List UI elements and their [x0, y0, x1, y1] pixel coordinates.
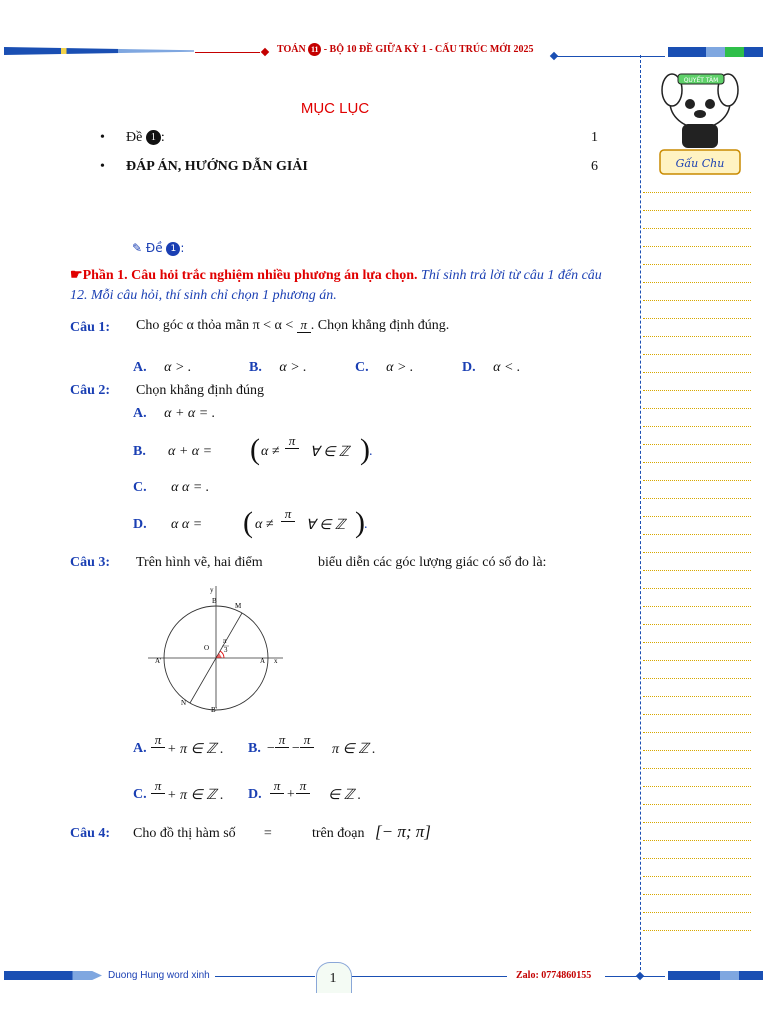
option-c[interactable]: C. α α = .: [133, 480, 210, 495]
question-3: [70, 555, 610, 571]
option-d[interactable]: D. α < .: [462, 360, 521, 375]
note-dotted-line: [643, 354, 751, 355]
note-dotted-line: [643, 228, 751, 229]
footer-line-mid: [352, 976, 507, 977]
question-4: [70, 824, 610, 848]
label-m: M: [235, 602, 242, 610]
header-subject: TOÁN: [277, 43, 306, 55]
note-dotted-line: [643, 264, 751, 265]
option-a[interactable]: A. α + α = .: [133, 406, 216, 421]
fraction: π: [285, 434, 299, 463]
note-dotted-line: [643, 570, 751, 571]
angle-marker: [216, 653, 222, 658]
question-text: Cho góc α thỏa mãn π < α <: [136, 318, 294, 334]
fraction: π: [270, 779, 284, 808]
section-de-heading: ✎ Đề 1 :: [132, 241, 185, 255]
header-stripe-left: [4, 47, 194, 55]
mascot-label: Gấu Chu: [675, 157, 725, 170]
note-dotted-line: [643, 624, 751, 625]
bullet-icon: •: [100, 130, 105, 145]
footer-contact: Zalo: 0774860155: [516, 970, 592, 981]
option-a[interactable]: A. π + π ∈ ℤ .: [133, 733, 243, 767]
note-dotted-line: [643, 876, 751, 877]
note-dotted-line: [643, 246, 751, 247]
note-dotted-line: [643, 750, 751, 751]
edit-note-icon: ✎: [132, 241, 143, 255]
page-number: 1: [329, 971, 337, 986]
question-label: Câu 1:: [70, 320, 111, 335]
note-dotted-line: [643, 768, 751, 769]
note-dotted-line: [643, 444, 751, 445]
label-a-prime: A': [155, 657, 162, 665]
fraction: π: [281, 507, 295, 536]
note-dotted-line: [643, 660, 751, 661]
bullet-icon: •: [100, 159, 105, 174]
label-o: O: [204, 644, 210, 652]
option-c[interactable]: C. π + π ∈ ℤ .: [133, 779, 243, 813]
option-b[interactable]: B. α > .: [249, 360, 307, 375]
grade-badge: 11: [308, 43, 321, 56]
pointing-hand-icon: ☛: [70, 268, 83, 283]
note-dotted-line: [643, 642, 751, 643]
header-line-left: [195, 52, 260, 53]
note-dotted-line: [643, 372, 751, 373]
note-dotted-line: [643, 588, 751, 589]
toc-item[interactable]: [100, 130, 598, 146]
note-dotted-line: [643, 714, 751, 715]
note-dotted-line: [643, 318, 751, 319]
question-text-tail: trên đoạn: [312, 826, 365, 841]
note-dotted-line: [643, 426, 751, 427]
part-heading: [70, 266, 610, 306]
note-dotted-line: [643, 606, 751, 607]
note-dotted-line: [643, 912, 751, 913]
note-dotted-line: [643, 390, 751, 391]
question-label: Câu 2:: [70, 383, 111, 398]
header-title-text: - BỘ 10 ĐỀ GIỮA KỲ 1 - CẤU TRÚC MỚI 2025: [323, 43, 534, 55]
footer-stripe-right: [668, 971, 763, 980]
header-line-right: [555, 56, 665, 57]
option-d[interactable]: D. π + π ∈ ℤ .: [248, 779, 398, 813]
question-text-tail: biểu diễn các góc lượng giác có số đo là:: [318, 555, 547, 570]
bracket-close: ): [355, 506, 365, 539]
note-dotted-line: [643, 210, 751, 211]
note-dotted-line: [643, 462, 751, 463]
note-dotted-line: [643, 894, 751, 895]
label-a: A: [260, 657, 266, 665]
fraction: π: [300, 733, 314, 762]
angle-num: π: [223, 637, 227, 645]
note-dotted-line: [643, 696, 751, 697]
note-dotted-line: [643, 552, 751, 553]
note-dotted-line: [643, 930, 751, 931]
note-dotted-line: [643, 732, 751, 733]
bracket-open: (: [243, 506, 253, 539]
note-dotted-line: [643, 678, 751, 679]
footer-line-left: [215, 976, 315, 977]
toc-item-label: ĐÁP ÁN, HƯỚNG DẪN GIẢI: [126, 159, 308, 174]
note-dotted-line: [643, 786, 751, 787]
bracket-open: (: [250, 433, 260, 466]
part-note: Thí sinh trả lời từ câu 1 đến câu 12. Mỗi câu hỏi, thí sinh chỉ chọn 1 phương án.: [70, 268, 602, 303]
option-b[interactable]: B. α + α = ( α ≠ π ∀ ∈ ℤ ) .: [133, 433, 373, 466]
note-dotted-line: [643, 516, 751, 517]
note-dotted-line: [643, 192, 751, 193]
option-b[interactable]: B. − π − π π ∈ ℤ .: [248, 733, 398, 767]
fraction: π: [275, 733, 289, 762]
mascot-banner: QUYẾT TÂM: [683, 77, 719, 84]
note-dotted-line: [643, 822, 751, 823]
angle-den: 3: [224, 646, 228, 654]
question-2: [70, 383, 264, 399]
label-n: N: [181, 699, 187, 707]
note-dotted-line: [643, 858, 751, 859]
option-a[interactable]: A. α > .: [133, 360, 192, 375]
bear-mascot-icon: [652, 62, 748, 180]
footer-author: Duong Hung word xinh: [108, 970, 210, 981]
option-c[interactable]: C. α > .: [355, 360, 414, 375]
q3-options-row-1: [133, 733, 433, 767]
option-d[interactable]: D. α α = ( α ≠ π ∀ ∈ ℤ ) .: [133, 506, 368, 539]
note-dotted-line: [643, 336, 751, 337]
note-dotted-line: [643, 534, 751, 535]
header-diamond-left: [261, 48, 269, 56]
note-dotted-line: [643, 282, 751, 283]
footer-stripe-left: [4, 971, 102, 980]
label-y: y: [210, 586, 214, 594]
equals-sign: =: [263, 826, 273, 841]
header-diamond-right: [550, 52, 558, 60]
part-title: Phần 1. Câu hỏi trắc nghiệm nhiều phương án lựa chọn.: [82, 268, 418, 283]
fraction: π: [151, 733, 165, 762]
unit-circle-figure: [138, 580, 298, 715]
question-text-tail: . Chọn khẳng định đúng.: [310, 318, 450, 334]
note-dotted-line: [643, 840, 751, 841]
de-badge: 1: [146, 130, 161, 145]
toc-heading: MỤC LỤC: [300, 100, 370, 117]
fraction: π: [151, 779, 165, 808]
note-dotted-line: [643, 300, 751, 301]
footer-diamond: [636, 972, 644, 980]
toc-item[interactable]: [100, 159, 598, 175]
fraction: π: [297, 318, 311, 334]
note-dotted-line: [643, 408, 751, 409]
header-stripe-right: [668, 47, 763, 57]
question-1: [70, 317, 610, 336]
note-dotted-line: [643, 480, 751, 481]
toc-item-label: Đề 1 :: [126, 130, 165, 145]
fraction: π: [296, 779, 310, 808]
interval: [− π; π]: [375, 822, 431, 841]
right-margin-line: [640, 55, 642, 970]
mascot: [652, 62, 748, 180]
bracket-close: ): [360, 433, 370, 466]
label-b: B: [212, 597, 217, 605]
question-label: Câu 3:: [70, 555, 111, 570]
toc-page-number: 1: [591, 130, 598, 145]
label-b-prime: B': [211, 706, 217, 714]
question-label: Câu 4:: [70, 826, 111, 841]
label-x: x: [274, 657, 278, 665]
de-number-badge: 1: [166, 242, 180, 256]
q3-options-row-2: [133, 779, 433, 813]
note-dotted-line: [643, 804, 751, 805]
question-text: Chọn khẳng định đúng: [136, 383, 264, 398]
header-title: [277, 43, 533, 56]
note-dotted-line: [643, 498, 751, 499]
question-text: Cho đồ thị hàm số: [133, 826, 236, 841]
question-text: Trên hình vẽ, hai điểm: [136, 555, 263, 570]
toc-page-number: 6: [591, 159, 598, 174]
